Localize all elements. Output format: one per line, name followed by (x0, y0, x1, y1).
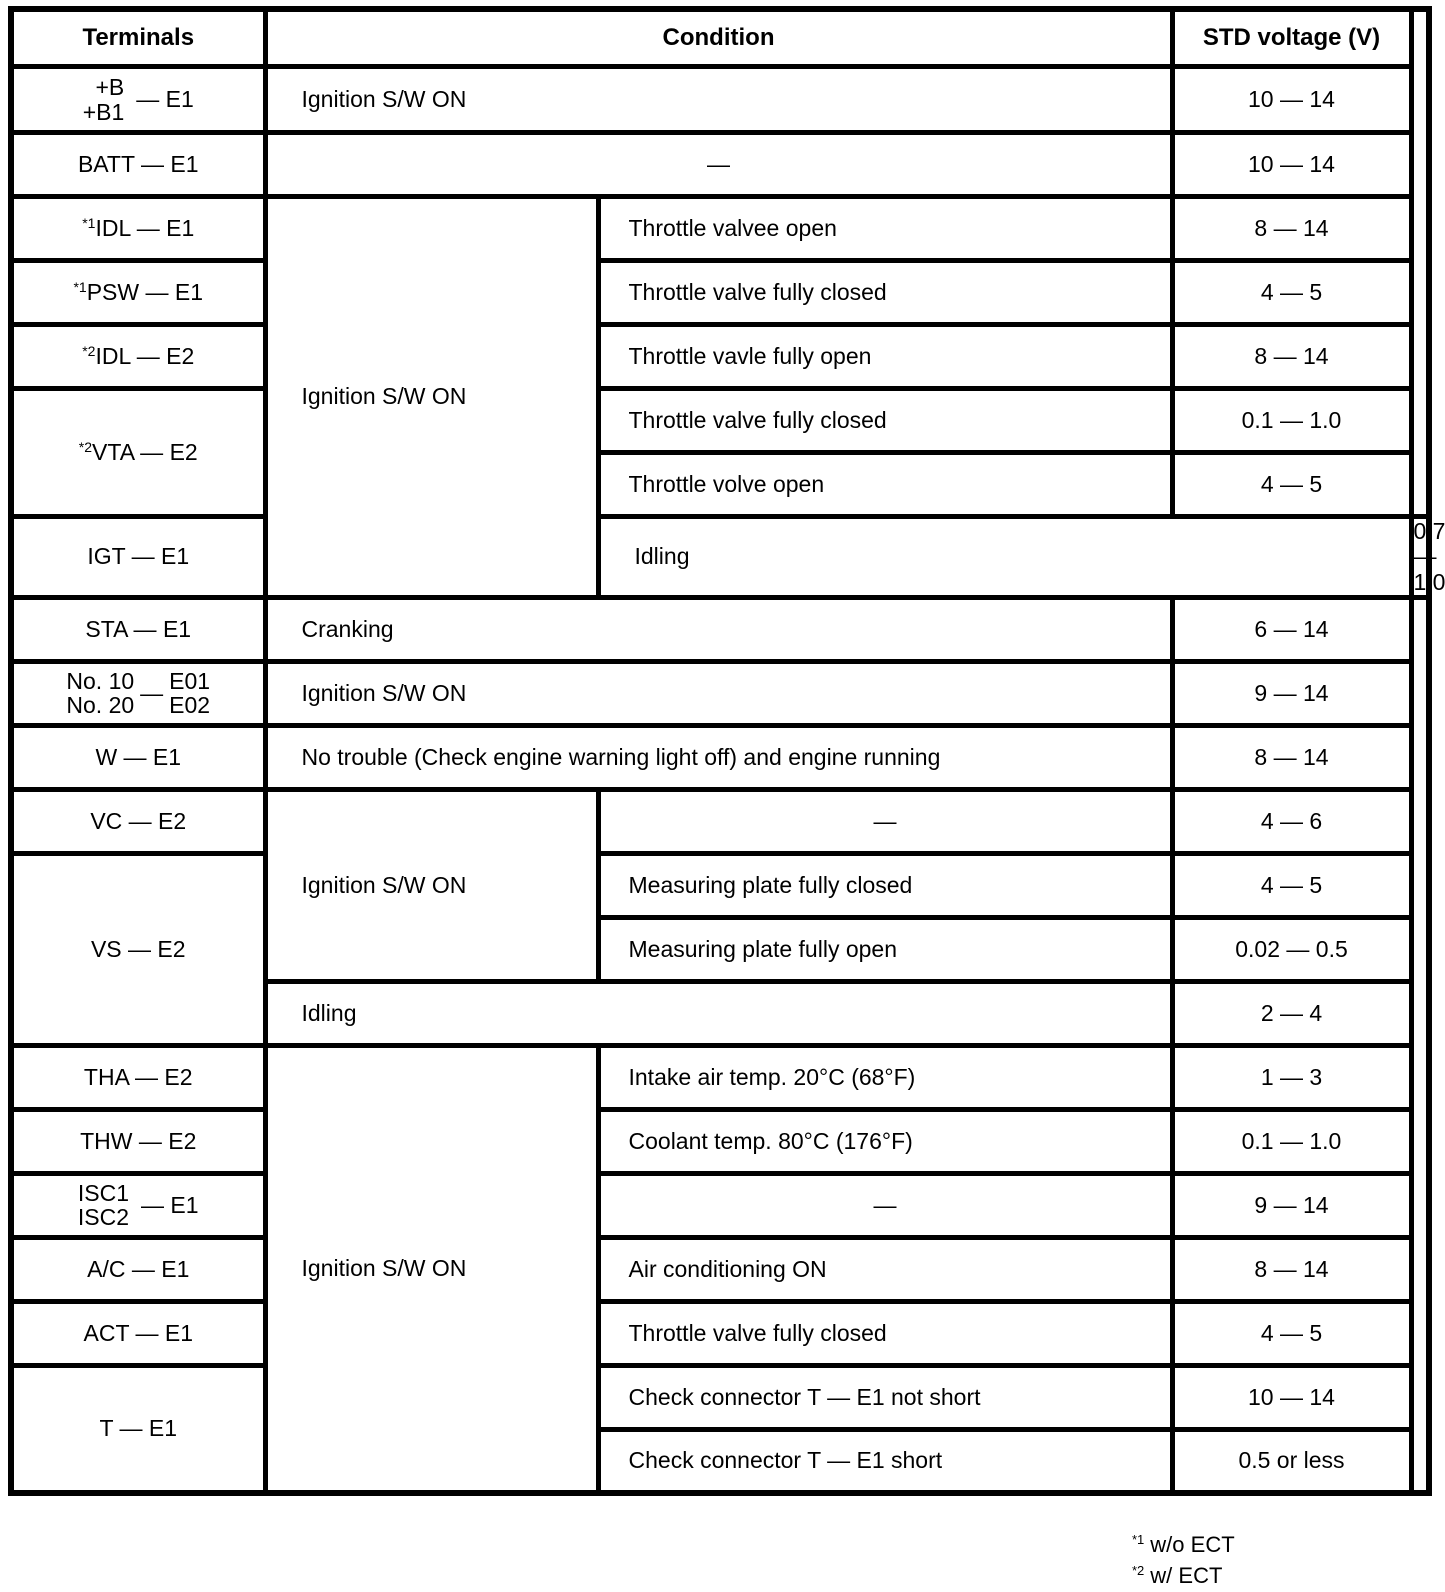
subcondition-cell: — (598, 789, 1172, 853)
terminal-cell: ACT — E1 (11, 1301, 265, 1365)
terminal-label: IDL — E1 (95, 214, 195, 241)
condition-cell: Idling (265, 981, 1172, 1045)
terminal-dash: — (140, 679, 164, 706)
condition-cell: No trouble (Check engine warning light off) and engine running (265, 725, 1172, 789)
table-row (11, 517, 1429, 598)
voltage-cell: 10 — 14 (1172, 1365, 1411, 1429)
condition-group-cell: Ignition S/W ON (265, 1045, 598, 1493)
table-row (11, 133, 1429, 197)
terminal-suffix: — E1 (136, 85, 194, 112)
condition-cell: — (265, 133, 1172, 197)
subcondition-cell: Measuring plate fully open (598, 917, 1172, 981)
voltage-cell: 8 — 14 (1172, 1237, 1411, 1301)
table-row (11, 661, 1429, 725)
table-row (11, 1109, 1429, 1173)
terminal-line: +B1 (82, 98, 125, 125)
subcondition-cell: Measuring plate fully closed (598, 853, 1172, 917)
header-voltage: STD voltage (V) (1172, 9, 1411, 67)
header-row (11, 9, 1429, 67)
subcondition-cell: Throttle valve fully closed (598, 389, 1172, 453)
header-terminals: Terminals (11, 9, 265, 67)
subcondition-cell: Throttle valve fully closed (598, 1301, 1172, 1365)
footnote-text: w/ ECT (1150, 1562, 1223, 1588)
subcondition-cell: — (598, 1173, 1172, 1237)
table-row (11, 853, 1429, 917)
table-row (11, 197, 1429, 261)
voltage-cell: 8 — 14 (1172, 197, 1411, 261)
subcondition-cell: Intake air temp. 20°C (68°F) (598, 1045, 1172, 1109)
terminal-cell (11, 197, 265, 261)
footnote-mark: *2 (82, 342, 96, 359)
voltage-cell: 0.1 — 1.0 (1172, 389, 1411, 453)
terminal-cell: BATT — E1 (11, 133, 265, 197)
table-row (11, 789, 1429, 853)
voltage-cell: 10 — 14 (1172, 133, 1411, 197)
voltage-cell: 9 — 14 (1172, 1173, 1411, 1237)
terminal-label: VTA — E2 (92, 438, 198, 465)
voltage-cell: 4 — 5 (1172, 853, 1411, 917)
terminal-suffix: — E1 (141, 1191, 199, 1218)
voltage-cell: 0.7 — 1.0 (1411, 517, 1429, 598)
footnote-mark: *1 (1132, 1532, 1145, 1547)
table-row (11, 389, 1429, 453)
subcondition-cell: Check connector T — E1 not short (598, 1365, 1172, 1429)
terminal-line: No. 20 (66, 692, 135, 719)
table-row (11, 1237, 1429, 1301)
terminal-cell (11, 67, 265, 133)
footnote-text: w/o ECT (1150, 1532, 1235, 1557)
subcondition-cell: Check connector T — E1 short (598, 1429, 1172, 1493)
terminal-cell (11, 325, 265, 389)
voltage-cell: 8 — 14 (1172, 725, 1411, 789)
voltage-cell: 8 — 14 (1172, 325, 1411, 389)
terminal-line: ISC2 (77, 1204, 130, 1231)
subcondition-cell: Air conditioning ON (598, 1237, 1172, 1301)
table-row (11, 1045, 1429, 1109)
terminal-cell: STA — E1 (11, 597, 265, 661)
footnote-mark: *1 (82, 214, 96, 231)
voltage-cell: 6 — 14 (1172, 597, 1411, 661)
header-condition: Condition (265, 9, 1172, 67)
footnote (1132, 1561, 1235, 1592)
terminal-cell: THA — E2 (11, 1045, 265, 1109)
terminal-cell: VC — E2 (11, 789, 265, 853)
terminal-cell: IGT — E1 (11, 517, 265, 598)
terminal-cell: T — E1 (11, 1365, 265, 1493)
footnote-mark: *2 (78, 438, 93, 455)
voltage-cell: 4 — 6 (1172, 789, 1411, 853)
condition-group-cell: Ignition S/W ON (265, 789, 598, 981)
terminal-line: No. 10 (66, 668, 135, 695)
terminal-ground: E02 (169, 692, 211, 719)
terminal-cell (11, 1173, 265, 1237)
terminal-voltage-table (8, 6, 1445, 1496)
terminal-cell: VS — E2 (11, 853, 265, 1045)
voltage-cell: 2 — 4 (1172, 981, 1411, 1045)
terminal-cell: THW — E2 (11, 1109, 265, 1173)
terminal-cell (11, 389, 265, 517)
footnote-mark: *1 (73, 278, 87, 295)
condition-cell: Idling (598, 517, 1411, 598)
voltage-cell: 0.1 — 1.0 (1172, 1109, 1411, 1173)
terminal-cell: A/C — E1 (11, 1237, 265, 1301)
subcondition-cell: Coolant temp. 80°C (176°F) (598, 1109, 1172, 1173)
terminal-ground: E01 (169, 668, 211, 695)
voltage-cell: 0.02 — 0.5 (1172, 917, 1411, 981)
voltage-cell: 4 — 5 (1172, 261, 1411, 325)
footnotes (1132, 1530, 1235, 1592)
table-row (11, 725, 1429, 789)
terminal-line: ISC1 (77, 1180, 130, 1207)
table-row (11, 261, 1429, 325)
terminal-cell (11, 261, 265, 325)
terminal-cell: W — E1 (11, 725, 265, 789)
voltage-cell: 4 — 5 (1172, 1301, 1411, 1365)
subcondition-cell: Throttle volve open (598, 453, 1172, 517)
table-row (11, 1301, 1429, 1365)
condition-cell: Ignition S/W ON (265, 67, 1172, 133)
terminal-label: PSW — E1 (86, 278, 204, 305)
voltage-cell: 10 — 14 (1172, 67, 1411, 133)
subcondition-cell: Throttle valve fully closed (598, 261, 1172, 325)
footnote (1132, 1530, 1235, 1561)
terminal-label: IDL — E2 (95, 342, 195, 369)
terminal-cell (11, 661, 265, 725)
voltage-cell: 9 — 14 (1172, 661, 1411, 725)
table-row (11, 1365, 1429, 1429)
table-row (11, 325, 1429, 389)
condition-group-cell: Ignition S/W ON (265, 197, 598, 598)
table-row (11, 1173, 1429, 1237)
footnote-mark: *2 (1132, 1562, 1145, 1578)
table-row (11, 597, 1429, 661)
subcondition-cell: Throttle vavle fully open (598, 325, 1172, 389)
terminal-line: +B (95, 74, 125, 101)
subcondition-cell: Throttle valvee open (598, 197, 1172, 261)
condition-cell: Ignition S/W ON (265, 661, 1172, 725)
table-row (11, 67, 1429, 133)
voltage-cell: 0.5 or less (1172, 1429, 1411, 1493)
condition-cell: Cranking (265, 597, 1172, 661)
voltage-cell: 4 — 5 (1172, 453, 1411, 517)
voltage-cell: 1 — 3 (1172, 1045, 1411, 1109)
